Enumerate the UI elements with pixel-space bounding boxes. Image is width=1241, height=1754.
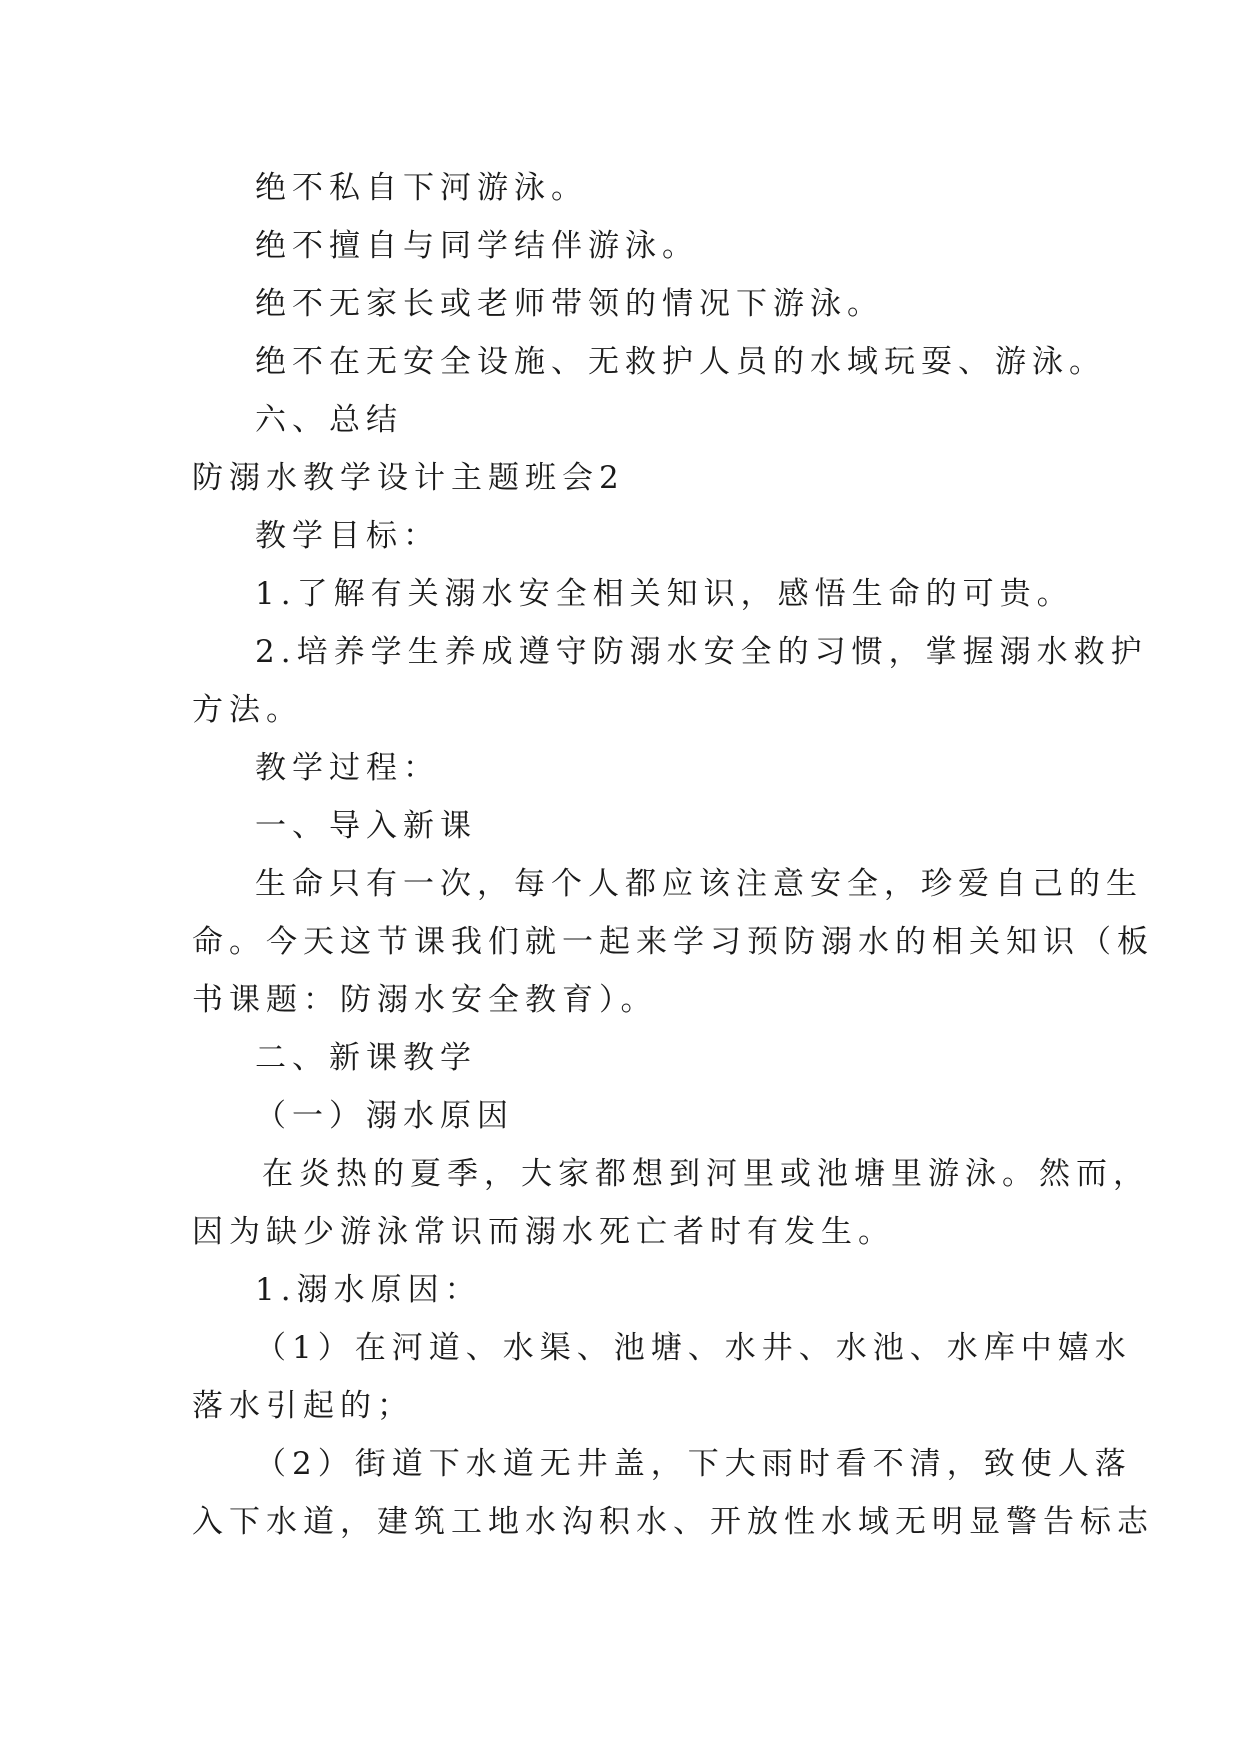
section-heading: 一、导入新课 bbox=[255, 808, 477, 844]
section-heading: 六、总结 bbox=[255, 402, 403, 438]
text-line: 1.溺水原因： bbox=[255, 1272, 482, 1308]
text-line: 生命只有一次，每个人都应该注意安全，珍爱自己的生 bbox=[255, 866, 1143, 902]
text-line: 绝不私自下河游泳。 bbox=[255, 170, 588, 206]
text-line: 落水引起的； bbox=[192, 1388, 414, 1424]
text-line: 方法。 bbox=[192, 692, 303, 728]
text-line: 因为缺少游泳常识而溺水死亡者时有发生。 bbox=[192, 1214, 895, 1250]
text-line: 2.培养学生养成遵守防溺水安全的习惯，掌握溺水救护 bbox=[255, 634, 1148, 670]
text-line: 绝不无家长或老师带领的情况下游泳。 bbox=[255, 286, 884, 322]
text-line: 绝不擅自与同学结伴游泳。 bbox=[255, 228, 699, 264]
text-line: 命。今天这节课我们就一起来学习预防溺水的相关知识（板 bbox=[192, 924, 1154, 960]
text-line: 入下水道，建筑工地水沟积水、开放性水域无明显警告标志 bbox=[192, 1504, 1154, 1540]
subsection-heading: （一）溺水原因 bbox=[255, 1098, 514, 1134]
section-heading: 教学过程： bbox=[255, 750, 440, 786]
text-line: 在炎热的夏季，大家都想到河里或池塘里游泳。然而， bbox=[262, 1156, 1150, 1192]
text-line: （1）在河道、水渠、池塘、水井、水池、水库中嬉水 bbox=[255, 1330, 1132, 1366]
text-line: 绝不在无安全设施、无救护人员的水域玩耍、游泳。 bbox=[255, 344, 1106, 380]
text-line: 书课题：防溺水安全教育）。 bbox=[192, 982, 658, 1018]
section-heading: 教学目标： bbox=[255, 518, 440, 554]
text-line: 1.了解有关溺水安全相关知识，感悟生命的可贵。 bbox=[255, 576, 1074, 612]
document-title: 防溺水教学设计主题班会2 bbox=[192, 460, 625, 496]
text-line: （2）街道下水道无井盖，下大雨时看不清，致使人落 bbox=[255, 1446, 1132, 1482]
section-heading: 二、新课教学 bbox=[255, 1040, 477, 1076]
